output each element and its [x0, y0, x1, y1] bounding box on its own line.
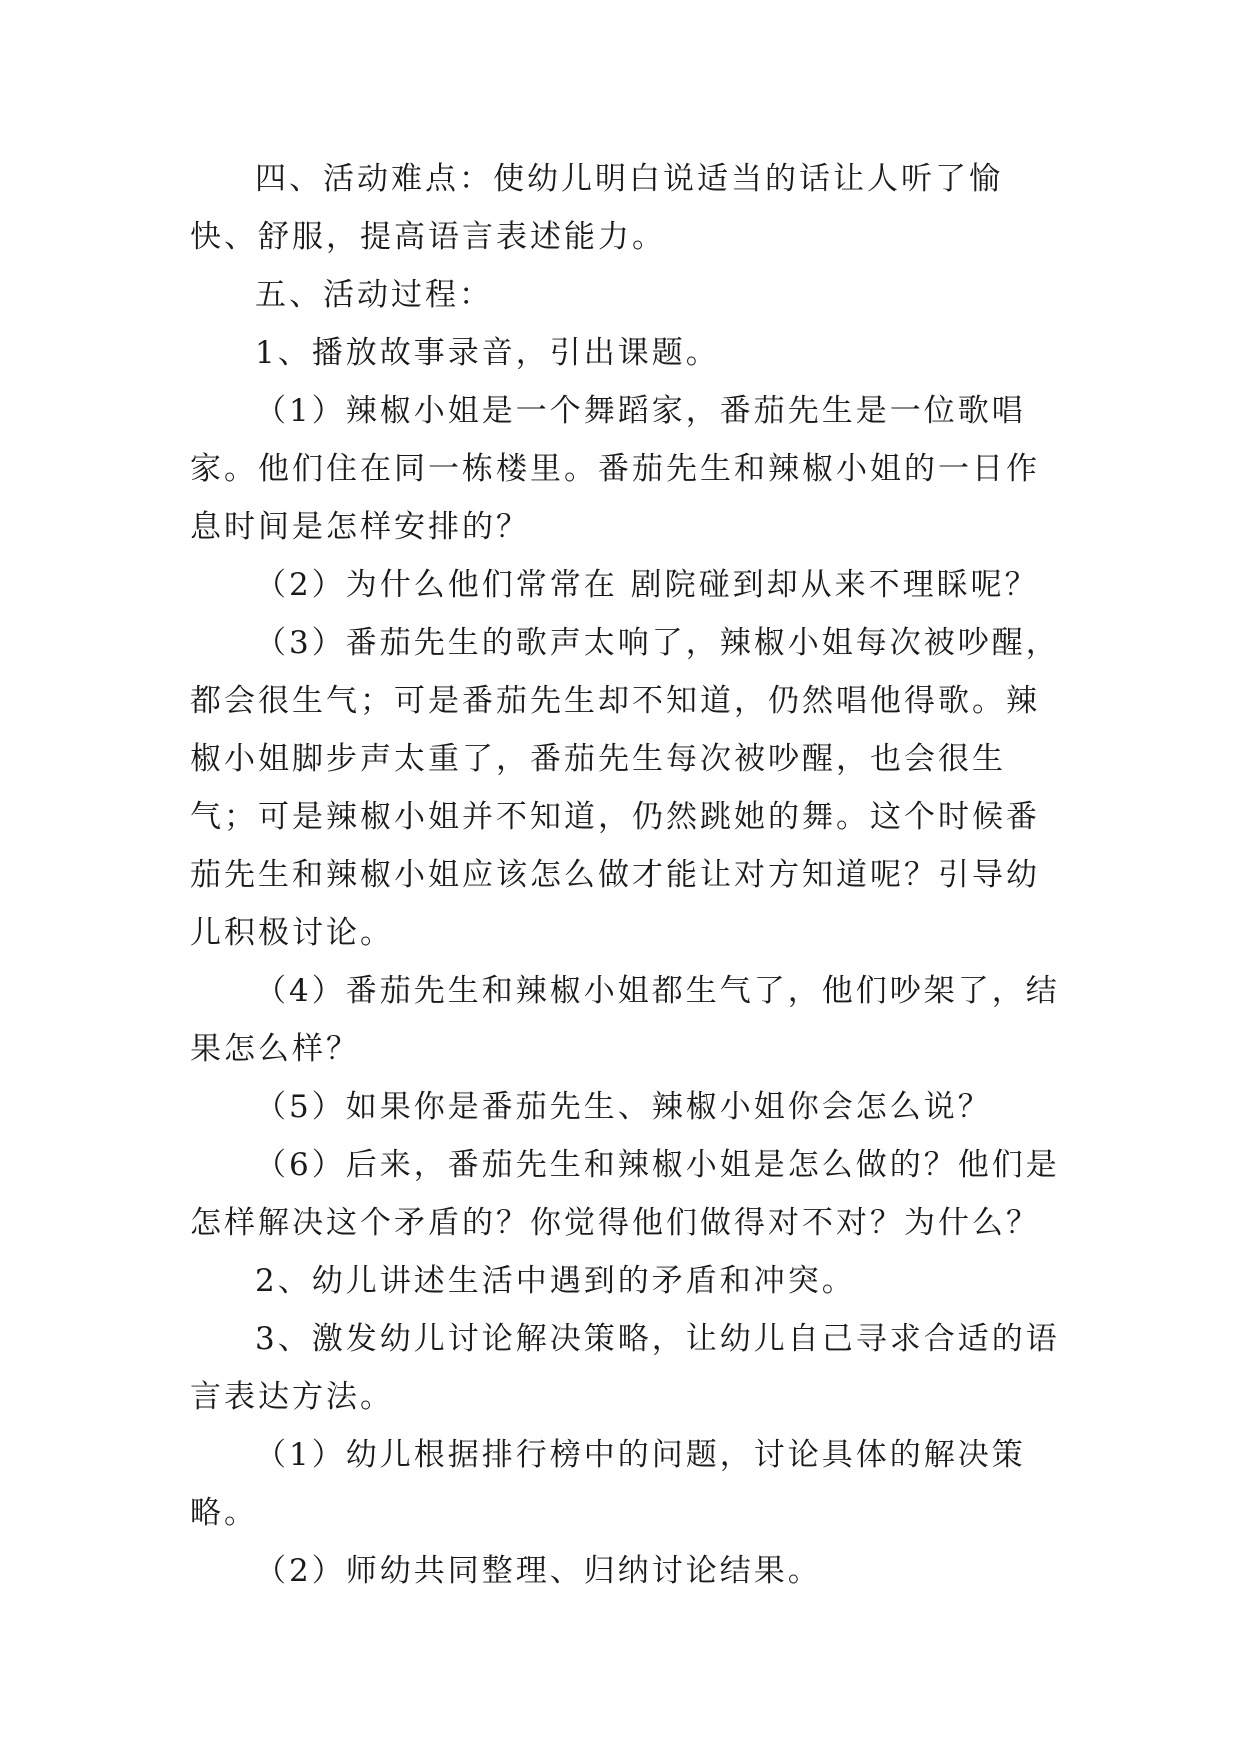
paragraph-step-3: 3、激发幼儿讨论解决策略，让幼儿自己寻求合适的语言表达方法。 — [190, 1321, 1060, 1415]
paragraph-difficulty: 四、活动难点：使幼儿明白说适当的话让人听了愉快、舒服，提高语言表述能力。 — [190, 161, 1003, 255]
paragraph-question-4: （4）番茄先生和辣椒小姐都生气了，他们吵架了，结果怎么样？ — [190, 973, 1060, 1067]
paragraph-substep-1: （1）幼儿根据排行榜中的问题，讨论具体的解决策略。 — [190, 1437, 1026, 1531]
paragraph-process-heading: 五、活动过程： — [255, 277, 493, 313]
paragraph-question-2: （2）为什么他们常常在 剧院碰到却从来不理睬呢？ — [255, 567, 1039, 603]
document-body — [190, 150, 1070, 1600]
paragraph-step-1: 1、播放故事录音，引出课题。 — [255, 335, 720, 371]
paragraph-substep-2: （2）师幼共同整理、归纳讨论结果。 — [255, 1553, 822, 1589]
paragraph-question-3: （3）番茄先生的歌声太响了，辣椒小姐每次被吵醒，都会很生气；可是番茄先生却不知道，仍然唱他得歌。辣椒小姐脚步声太重了，番茄先生每次被吵醒，也会很生气；可是辣椒小姐并不知道，仍然跳她的舞。这个时候番茄先生和辣椒小姐应该怎么做才能让对方知道呢？引导幼儿积极讨论。 — [190, 625, 1060, 951]
paragraph-question-5: （5）如果你是番茄先生、辣椒小姐你会怎么说？ — [255, 1089, 992, 1125]
paragraph-question-1: （1）辣椒小姐是一个舞蹈家，番茄先生是一位歌唱家。他们住在同一栋楼里。番茄先生和辣椒小姐的一日作息时间是怎样安排的？ — [190, 393, 1040, 545]
paragraph-question-6: （6）后来，番茄先生和辣椒小姐是怎么做的？他们是怎样解决这个矛盾的？你觉得他们做得对不对？为什么？ — [190, 1147, 1060, 1241]
paragraph-step-2: 2、幼儿讲述生活中遇到的矛盾和冲突。 — [255, 1263, 856, 1299]
